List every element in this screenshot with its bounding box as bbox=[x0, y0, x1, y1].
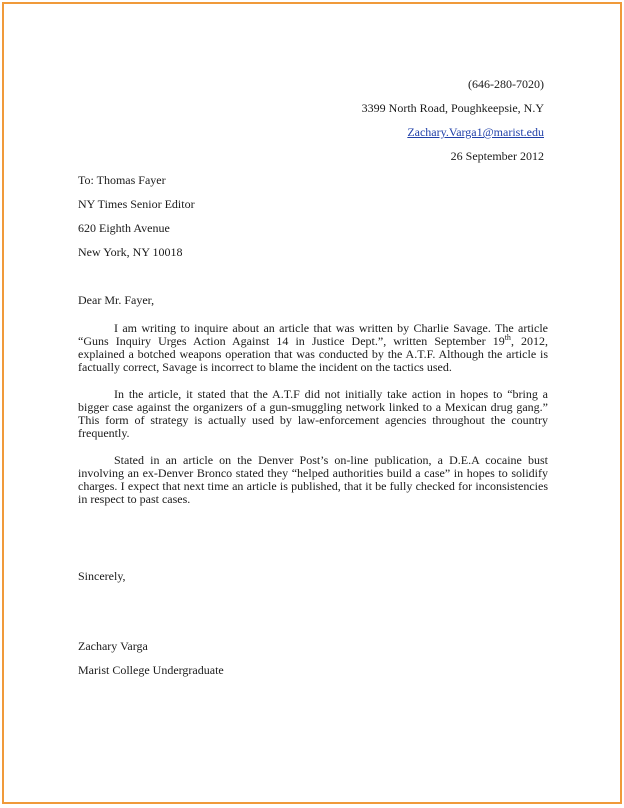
body-paragraph-3-text: Stated in an article on the Denver Post’s on-line publication, a D.E.A cocaine bust involving an ex-Denver Bronco stated they “helped authorities build a case” in hopes to solidify charges. I expect that next time an article is published, that it be fully checked for inconsistencies in respect to past cases. bbox=[78, 453, 548, 506]
body-paragraph-1-part2: , 2012, explained a botched weapons operation that was conducted by the A.T.F. Although the article is factually correct, Savage is incorrect to blame the incident on the tactics used. bbox=[78, 334, 548, 374]
sender-phone: (646-280-7020) bbox=[468, 77, 544, 91]
closing: Sincerely, bbox=[78, 569, 126, 583]
letter-date: 26 September 2012 bbox=[450, 149, 544, 163]
recipient-to-line: To: Thomas Fayer bbox=[78, 173, 166, 187]
salutation: Dear Mr. Fayer, bbox=[78, 293, 155, 307]
body-paragraph-3 bbox=[78, 454, 548, 506]
letter-page bbox=[2, 2, 622, 804]
sender-email-link[interactable]: Zachary.Varga1@marist.edu bbox=[407, 125, 544, 139]
signature-affiliation: Marist College Undergraduate bbox=[78, 663, 224, 677]
recipient-street: 620 Eighth Avenue bbox=[78, 221, 170, 235]
signature-name: Zachary Varga bbox=[78, 639, 148, 653]
sender-address: 3399 North Road, Poughkeepsie, N.Y bbox=[361, 101, 544, 115]
recipient-title: NY Times Senior Editor bbox=[78, 197, 195, 211]
body-paragraph-2 bbox=[78, 388, 548, 440]
body-paragraph-1-part1: I am writing to inquire about an article that was written by Charlie Savage. The article “Guns Inquiry Urges Action Against 14 in Justice Dept.”, written September 19 bbox=[78, 321, 548, 348]
body-paragraph-2-text: In the article, it stated that the A.T.F did not initially take action in hopes to “bring a bigger case against the organizers of a gun-smuggling network linked to a Mexican drug gang.” This form of strategy is actually used by law-enforcement agencies throughout the country frequently. bbox=[78, 387, 548, 440]
date-suffix: th bbox=[504, 333, 511, 342]
body-paragraph-1 bbox=[78, 322, 548, 374]
recipient-city: New York, NY 10018 bbox=[78, 245, 183, 259]
